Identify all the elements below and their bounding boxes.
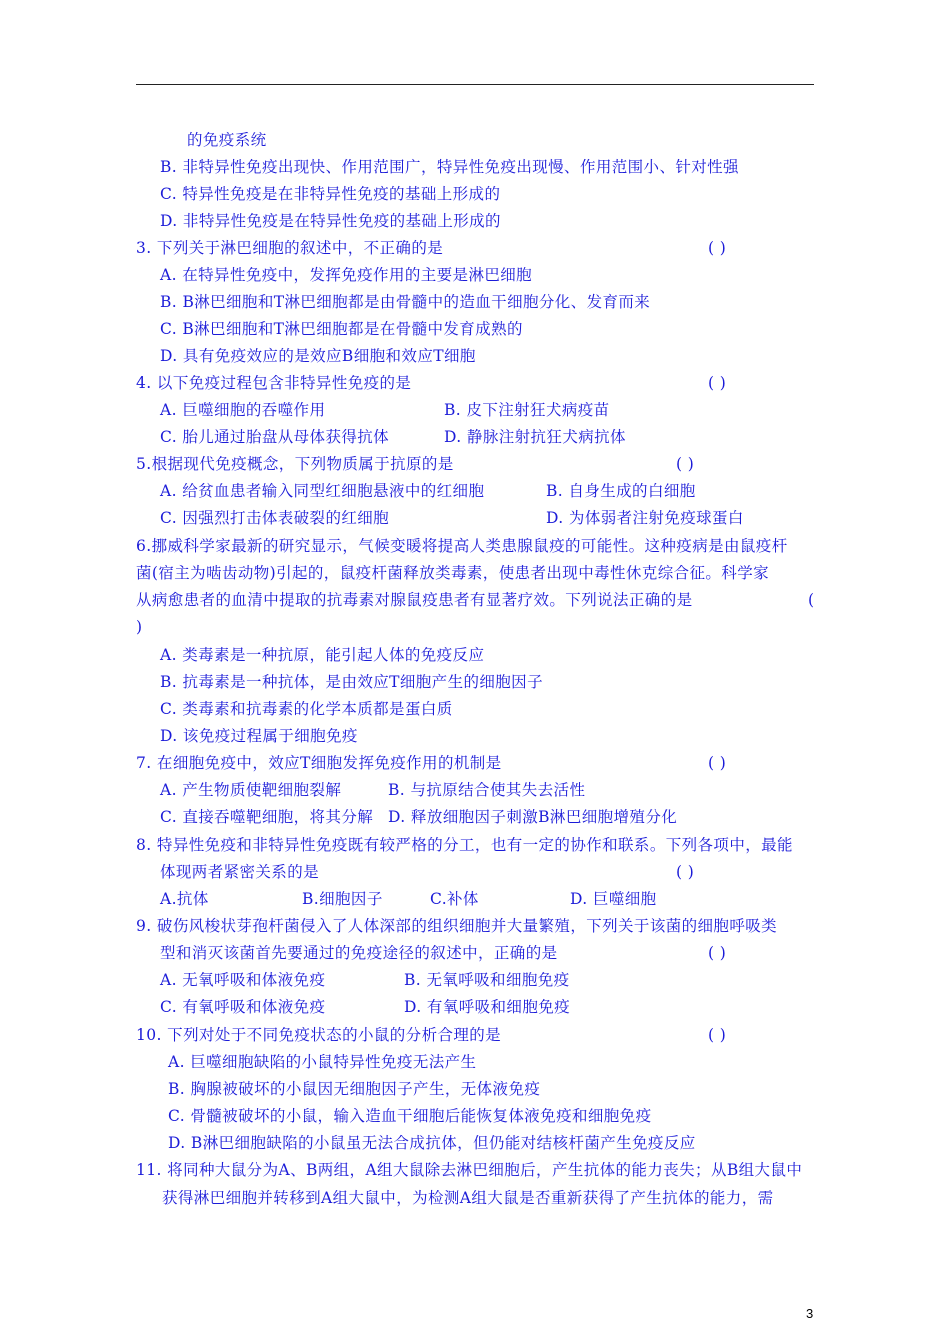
question-5: 5.根据现代免疫概念，下列物质属于抗原的是 (136, 455, 454, 473)
question-4: 4. 以下免疫过程包含非特异性免疫的是 (136, 374, 412, 392)
text-line: 的免疫系统 (187, 131, 267, 149)
option-b: B. 皮下注射狂犬病疫苗 (444, 401, 610, 419)
option-a: A. 类毒素是一种抗原，能引起人体的免疫反应 (160, 646, 485, 664)
option-a: A. 给贫血患者输入同型红细胞悬液中的红细胞 (160, 482, 485, 500)
option-b: B. 与抗原结合使其失去活性 (388, 781, 586, 799)
text-line: C. 特异性免疫是在非特异性免疫的基础上形成的 (160, 185, 501, 203)
answer-bracket: ( ) (676, 863, 695, 881)
question-11: 11. 将同种大鼠分为A、B两组，A组大鼠除去淋巴细胞后，产生抗体的能力丧失；从B组大鼠中 (136, 1161, 803, 1179)
option-d: D. B淋巴细胞缺陷的小鼠虽无法合成抗体，但仍能对结核杆菌产生免疫反应 (168, 1134, 696, 1152)
text-line: 获得淋巴细胞并转移到A组大鼠中，为检测A组大鼠是否重新获得了产生抗体的能力，需 (162, 1189, 774, 1207)
option-b: B. 自身生成的白细胞 (546, 482, 696, 500)
option-a: A. 在特异性免疫中，发挥免疫作用的主要是淋巴细胞 (160, 266, 533, 284)
answer-bracket: ( ) (708, 754, 727, 772)
answer-bracket: ( ) (708, 944, 727, 962)
header-rule (136, 84, 814, 85)
option-c: C. 因强烈打击体表破裂的红细胞 (160, 509, 390, 527)
option-c: C. 有氧呼吸和体液免疫 (160, 998, 326, 1016)
text-line: 菌(宿主为啮齿动物)引起的，鼠疫杆菌释放类毒素，使患者出现中毒性休克综合征。科学家 (136, 564, 769, 582)
option-d: D. 为体弱者注射免疫球蛋白 (546, 509, 744, 527)
question-8: 8. 特异性免疫和非特异性免疫既有较严格的分工，也有一定的协作和联系。下列各项中，最能 (136, 836, 793, 854)
question-3: 3. 下列关于淋巴细胞的叙述中，不正确的是 (136, 239, 444, 257)
text-line: 从病愈患者的血清中提取的抗毒素对腺鼠疫患者有显著疗效。下列说法正确的是 (136, 591, 693, 609)
option-c: C. 骨髓被破坏的小鼠，输入造血干细胞后能恢复体液免疫和细胞免疫 (168, 1107, 652, 1125)
option-b: B. B淋巴细胞和T淋巴细胞都是由骨髓中的造血干细胞分化、发育而来 (160, 293, 651, 311)
question-10: 10. 下列对处于不同免疫状态的小鼠的分析合理的是 (136, 1026, 502, 1044)
option-a: A. 产生物质使靶细胞裂解 (160, 781, 342, 799)
text-line: D. 非特异性免疫是在特异性免疫的基础上形成的 (160, 212, 501, 230)
text-line: 体现两者紧密关系的是 (160, 863, 320, 881)
page-number: 3 (806, 1306, 814, 1321)
question-9: 9. 破伤风梭状芽孢杆菌侵入了人体深部的组织细胞并大量繁殖，下列关于该菌的细胞呼吸类 (136, 917, 778, 935)
option-b: B.细胞因子 (302, 890, 383, 908)
option-a: A. 巨噬细胞缺陷的小鼠特异性免疫无法产生 (168, 1053, 477, 1071)
option-b: B. 抗毒素是一种抗体，是由效应T细胞产生的细胞因子 (160, 673, 543, 691)
question-7: 7. 在细胞免疫中，效应T细胞发挥免疫作用的机制是 (136, 754, 502, 772)
answer-bracket: ) (136, 618, 143, 636)
option-b: B. 无氧呼吸和细胞免疫 (404, 971, 570, 989)
option-d: D. 静脉注射抗狂犬病抗体 (444, 428, 626, 446)
option-c: C. 直接吞噬靶细胞，将其分解 (160, 808, 374, 826)
text-line: B. 非特异性免疫出现快、作用范围广，特异性免疫出现慢、作用范围小、针对性强 (160, 158, 739, 176)
option-d: D. 具有免疫效应的是效应B细胞和效应T细胞 (160, 347, 476, 365)
option-a: A.抗体 (160, 890, 209, 908)
option-d: D. 该免疫过程属于细胞免疫 (160, 727, 358, 745)
option-d: D. 巨噬细胞 (570, 890, 657, 908)
option-c: C. B淋巴细胞和T淋巴细胞都是在骨髓中发育成熟的 (160, 320, 523, 338)
option-a: A. 巨噬细胞的吞噬作用 (160, 401, 326, 419)
text-line: 型和消灭该菌首先要通过的免疫途径的叙述中，正确的是 (160, 944, 558, 962)
answer-bracket: ( ) (676, 455, 695, 473)
option-c: C. 胎儿通过胎盘从母体获得抗体 (160, 428, 390, 446)
question-6: 6.挪威科学家最新的研究显示，气候变暖将提高人类患腺鼠疫的可能性。这种疫病是由鼠疫杆 (136, 537, 788, 555)
option-c: C.补体 (430, 890, 479, 908)
option-b: B. 胸腺被破坏的小鼠因无细胞因子产生，无体液免疫 (168, 1080, 541, 1098)
answer-bracket: ( ) (708, 374, 727, 392)
option-d: D. 有氧呼吸和细胞免疫 (404, 998, 571, 1016)
option-d: D. 释放细胞因子刺激B淋巴细胞增殖分化 (388, 808, 678, 826)
option-a: A. 无氧呼吸和体液免疫 (160, 971, 326, 989)
answer-bracket: ( (808, 591, 815, 609)
answer-bracket: ( ) (708, 239, 727, 257)
option-c: C. 类毒素和抗毒素的化学本质都是蛋白质 (160, 700, 453, 718)
answer-bracket: ( ) (708, 1026, 727, 1044)
